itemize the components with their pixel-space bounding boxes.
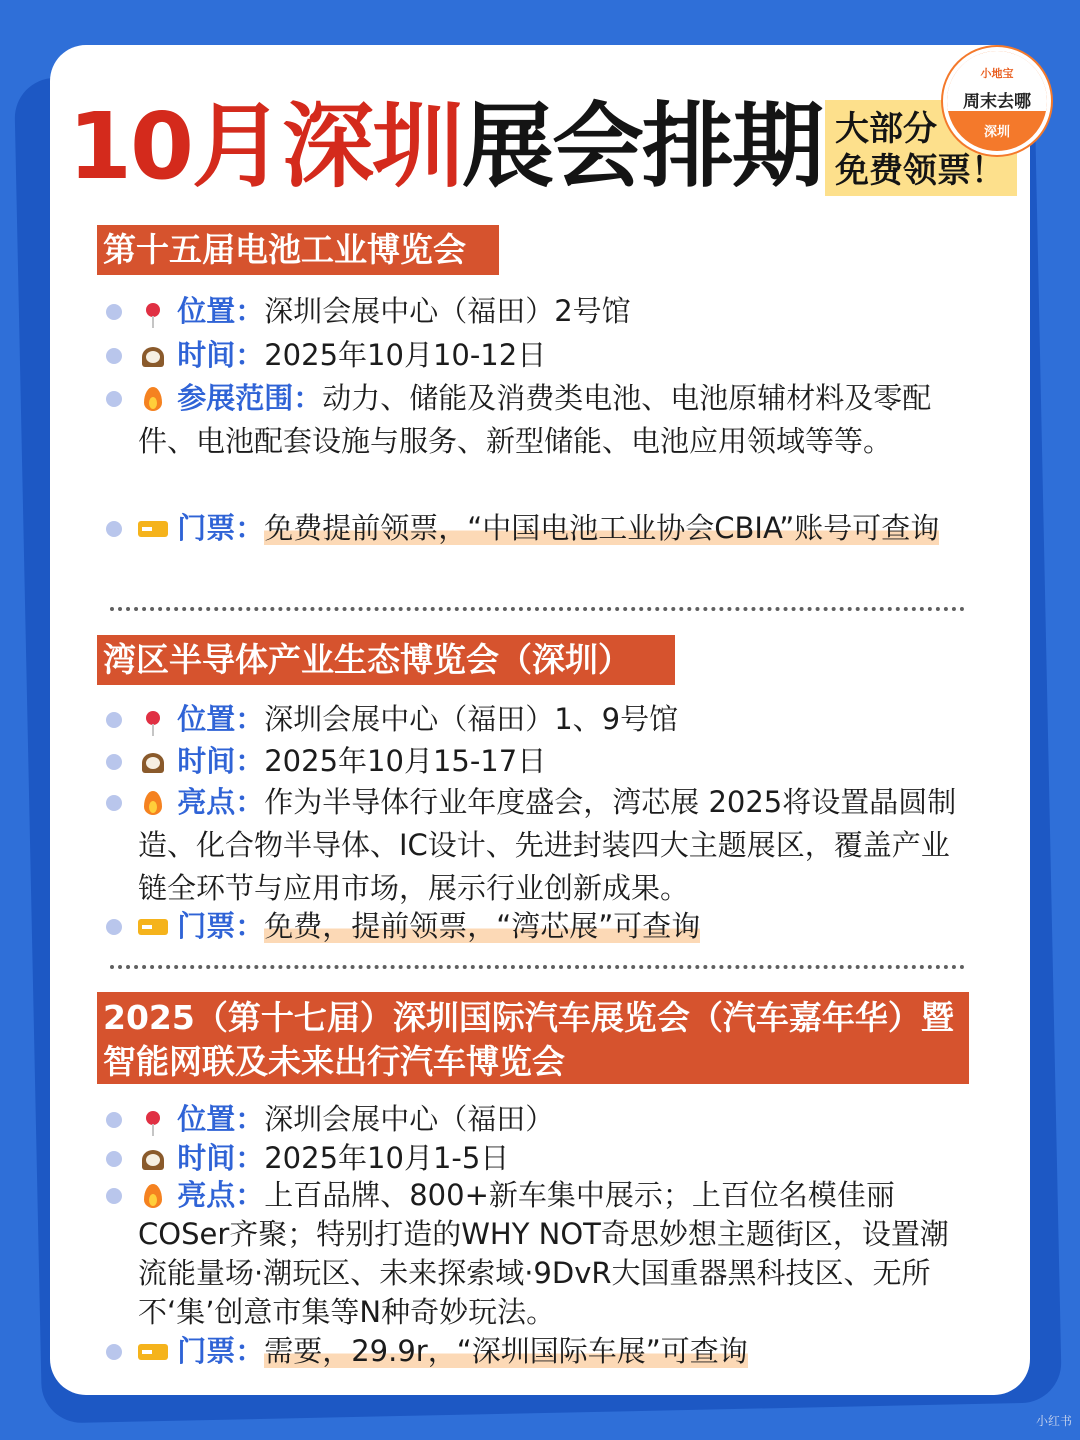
location-value: 深圳会展中心（福田） xyxy=(264,1102,555,1136)
bullet-icon xyxy=(106,1344,122,1360)
section-divider xyxy=(110,965,965,969)
title-red-part: 10月深圳 xyxy=(68,93,463,200)
expo-3-location xyxy=(138,1098,978,1141)
bullet-icon xyxy=(106,795,122,811)
expo-1-ticket xyxy=(138,507,978,550)
time-value: 2025年10月10-12日 xyxy=(264,338,547,372)
pin-icon xyxy=(138,290,168,333)
expo-3-detail xyxy=(138,1176,970,1332)
time-label: 时间： xyxy=(177,338,265,372)
bullet-icon xyxy=(106,304,122,320)
expo-2-detail xyxy=(138,781,970,910)
time-label: 时间： xyxy=(177,744,265,778)
detail-label: 亮点： xyxy=(177,1178,265,1212)
pin-icon xyxy=(138,1098,168,1141)
expo-3-time xyxy=(138,1137,978,1180)
bullet-icon xyxy=(106,348,122,364)
ticket-value: 免费提前领票，“中国电池工业协会CBIA”账号可查询 xyxy=(264,511,940,545)
location-label: 位置： xyxy=(177,294,265,328)
location-value: 深圳会展中心（福田）2号馆 xyxy=(264,294,631,328)
expo-1-location xyxy=(138,290,978,333)
ticket-label: 门票： xyxy=(177,909,265,943)
logo-main-text: 周末去哪 xyxy=(963,92,1031,112)
detail-label: 参展范围： xyxy=(177,381,323,415)
expo-title-battery: 第十五届电池工业博览会 xyxy=(97,225,499,275)
location-label: 位置： xyxy=(177,702,265,736)
time-label: 时间： xyxy=(177,1141,265,1175)
watermark: 小红书 xyxy=(1036,1414,1073,1428)
section-divider xyxy=(110,607,965,611)
bullet-icon xyxy=(106,1151,122,1167)
title-black-part: 展会排期 xyxy=(462,93,823,200)
ticket-icon xyxy=(138,905,168,948)
sticker-line-2: 免费领票！ xyxy=(835,151,1005,191)
expo-2-time xyxy=(138,740,978,783)
expo-2-location xyxy=(138,698,978,741)
time-value: 2025年10月1-5日 xyxy=(264,1141,510,1175)
flame-icon xyxy=(138,1176,168,1215)
logo-city-text: 深圳 xyxy=(983,125,1010,140)
bullet-icon xyxy=(106,1188,122,1204)
time-value: 2025年10月15-17日 xyxy=(264,744,547,778)
location-label: 位置： xyxy=(177,1102,265,1136)
ticket-icon xyxy=(138,1330,168,1373)
expo-1-time xyxy=(138,334,978,377)
detail-value: 动力、储能及消费类电池、电池原辅材料及零配件、电池配套设施与服务、新型储能、电池应用领域等等。 xyxy=(138,381,932,458)
page-title xyxy=(68,92,822,202)
bullet-icon xyxy=(106,391,122,407)
clock-icon xyxy=(138,1137,168,1180)
bullet-icon xyxy=(106,1112,122,1128)
logo-small-text: 小地宝 xyxy=(980,67,1014,80)
brand-logo xyxy=(943,47,1051,155)
ticket-value: 免费，提前领票，“湾芯展”可查询 xyxy=(264,909,701,943)
expo-title-semiconductor: 湾区半导体产业生态博览会（深圳） xyxy=(97,635,675,685)
detail-value: 作为半导体行业年度盛会，湾芯展 2025将设置晶圆制造、化合物半导体、IC设计、先进封装四大主题展区，覆盖产业链全环节与应用市场，展示行业创新成果。 xyxy=(138,785,957,905)
clock-icon xyxy=(138,334,168,377)
expo-1-detail xyxy=(138,377,970,463)
location-value: 深圳会展中心（福田）1、9号馆 xyxy=(264,702,679,736)
ticket-value: 需要，29.9r，“深圳国际车展”可查询 xyxy=(264,1334,748,1368)
ticket-icon xyxy=(138,507,168,550)
sticker-line-1: 大部分 xyxy=(835,109,937,149)
expo-2-ticket xyxy=(138,905,978,948)
flame-icon xyxy=(138,781,168,824)
flame-icon xyxy=(138,377,168,420)
bullet-icon xyxy=(106,521,122,537)
bullet-icon xyxy=(106,754,122,770)
ticket-label: 门票： xyxy=(177,1334,265,1368)
clock-icon xyxy=(138,740,168,783)
detail-label: 亮点： xyxy=(177,785,265,819)
pin-icon xyxy=(138,698,168,741)
ticket-label: 门票： xyxy=(177,511,265,545)
detail-value: 上百品牌、800+新车集中展示；上百位名模佳丽COSer齐聚；特别打造的WHY NOT奇思妙想主题街区，设置潮流能量场·潮玩区、未来探索域·9DvR大国重器黑科技区、无所不‘集’创意市集等N种奇妙玩法。 xyxy=(138,1178,949,1329)
bullet-icon xyxy=(106,919,122,935)
bullet-icon xyxy=(106,712,122,728)
expo-3-ticket xyxy=(138,1330,978,1373)
expo-title-auto-show: 2025（第十七届）深圳国际汽车展览会（汽车嘉年华）暨智能网联及未来出行汽车博览会 xyxy=(97,992,969,1084)
